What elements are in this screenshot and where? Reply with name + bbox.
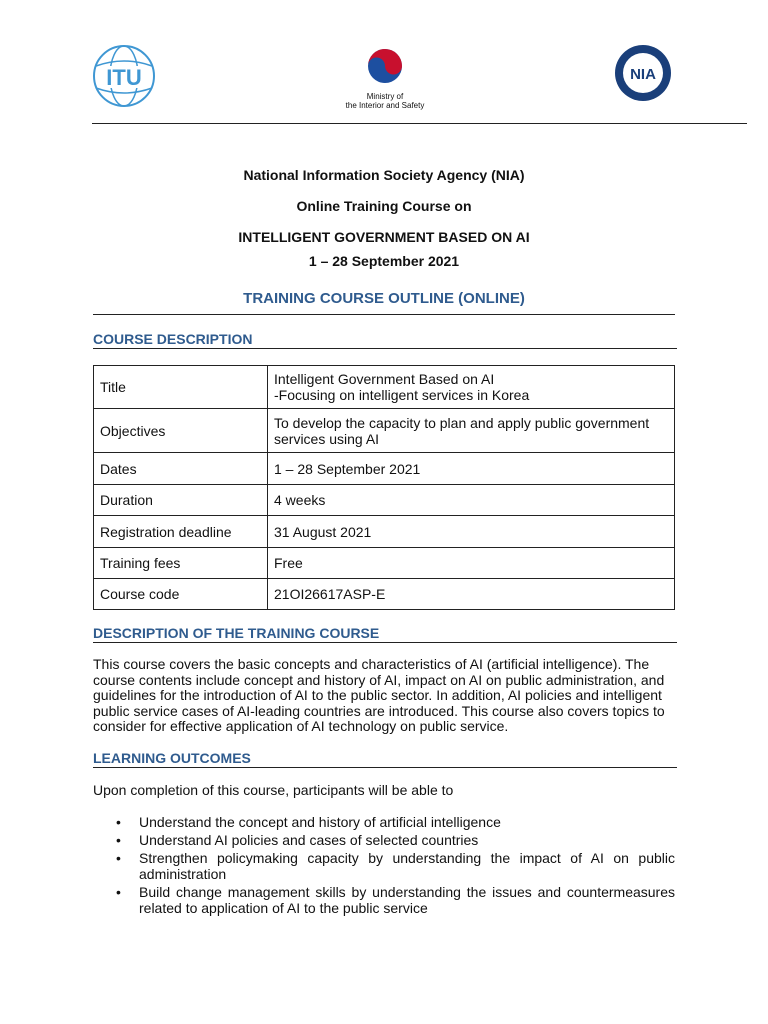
ministry-caption-2: the Interior and Safety — [345, 101, 425, 110]
itu-logo — [90, 42, 158, 110]
row-label: Duration — [94, 485, 268, 516]
course-dates-title: 1 – 28 September 2021 — [308, 253, 460, 269]
training-description-heading: DESCRIPTION OF THE TRAINING COURSE — [93, 625, 380, 641]
row-value: 31 August 2021 — [268, 516, 675, 548]
svg-text:ITU: ITU — [106, 65, 142, 90]
description-line: public service cases of AI-leading countries are introduced. This course also covers topics to — [93, 702, 665, 719]
row-value: Intelligent Government Based on AI -Focusing on intelligent services in Korea — [268, 366, 675, 409]
table-row — [94, 453, 675, 485]
learning-outcomes-intro: Upon completion of this course, participants will be able to — [93, 782, 454, 798]
list-item: • Understand AI policies and cases of selected countries — [93, 832, 675, 848]
nia-logo — [614, 44, 672, 102]
table-row — [94, 516, 675, 548]
learning-outcomes-heading: LEARNING OUTCOMES — [93, 750, 251, 766]
description-line: consider for effective application of AI technology on public service. — [93, 718, 509, 734]
outline-heading: TRAINING COURSE OUTLINE (ONLINE) — [243, 290, 525, 307]
course-description-divider — [93, 348, 677, 349]
list-item: • Strengthen policymaking capacity by understanding the impact of AI on public administration — [93, 850, 675, 882]
table-row — [94, 485, 675, 516]
row-value: To develop the capacity to plan and apply public government services using AI — [268, 409, 675, 453]
description-line: guidelines for the introduction of AI to the public sector. In addition, AI policies and intelligent — [93, 687, 662, 703]
header-divider — [92, 123, 747, 124]
table-row — [94, 409, 675, 453]
course-info-table — [93, 365, 675, 610]
row-value: Free — [268, 548, 675, 579]
table-row — [94, 579, 675, 610]
row-value: 21OI26617ASP-E — [268, 579, 675, 610]
list-item: • Build change management skills by understanding the issues and countermeasures related to application of AI to the public service — [93, 884, 675, 916]
course-name-title: INTELLIGENT GOVERNMENT BASED ON AI — [238, 229, 530, 245]
course-type-title: Online Training Course on — [296, 198, 472, 214]
row-label: Training fees — [94, 548, 268, 579]
row-value: 1 – 28 September 2021 — [268, 453, 675, 485]
learning-outcomes-list — [93, 814, 675, 916]
list-item: • Understand the concept and history of artificial intelligence — [93, 814, 675, 830]
row-label: Objectives — [94, 409, 268, 453]
description-line: This course covers the basic concepts and characteristics of AI (artificial intelligence). The — [93, 656, 650, 672]
taegeuk-emblem — [330, 46, 440, 86]
row-label: Dates — [94, 453, 268, 485]
agency-title: National Information Society Agency (NIA) — [243, 167, 525, 183]
learning-outcomes-list-wrap — [93, 814, 675, 918]
row-label: Title — [94, 366, 268, 409]
training-description-divider — [93, 642, 677, 643]
row-label: Course code — [94, 579, 268, 610]
table-row — [94, 366, 675, 409]
ministry-caption-1: Ministry of — [366, 92, 404, 101]
learning-outcomes-divider — [93, 767, 677, 768]
row-label: Registration deadline — [94, 516, 268, 548]
ministry-logo — [330, 46, 440, 114]
course-description-heading: COURSE DESCRIPTION — [93, 331, 253, 347]
training-description-body — [93, 657, 693, 735]
row-value: 4 weeks — [268, 485, 675, 516]
table-row — [94, 548, 675, 579]
outline-divider — [93, 314, 675, 315]
description-line: course contents include concept and history of AI, impact on AI on public administration, and — [93, 671, 665, 688]
svg-text:NIA: NIA — [630, 66, 656, 83]
